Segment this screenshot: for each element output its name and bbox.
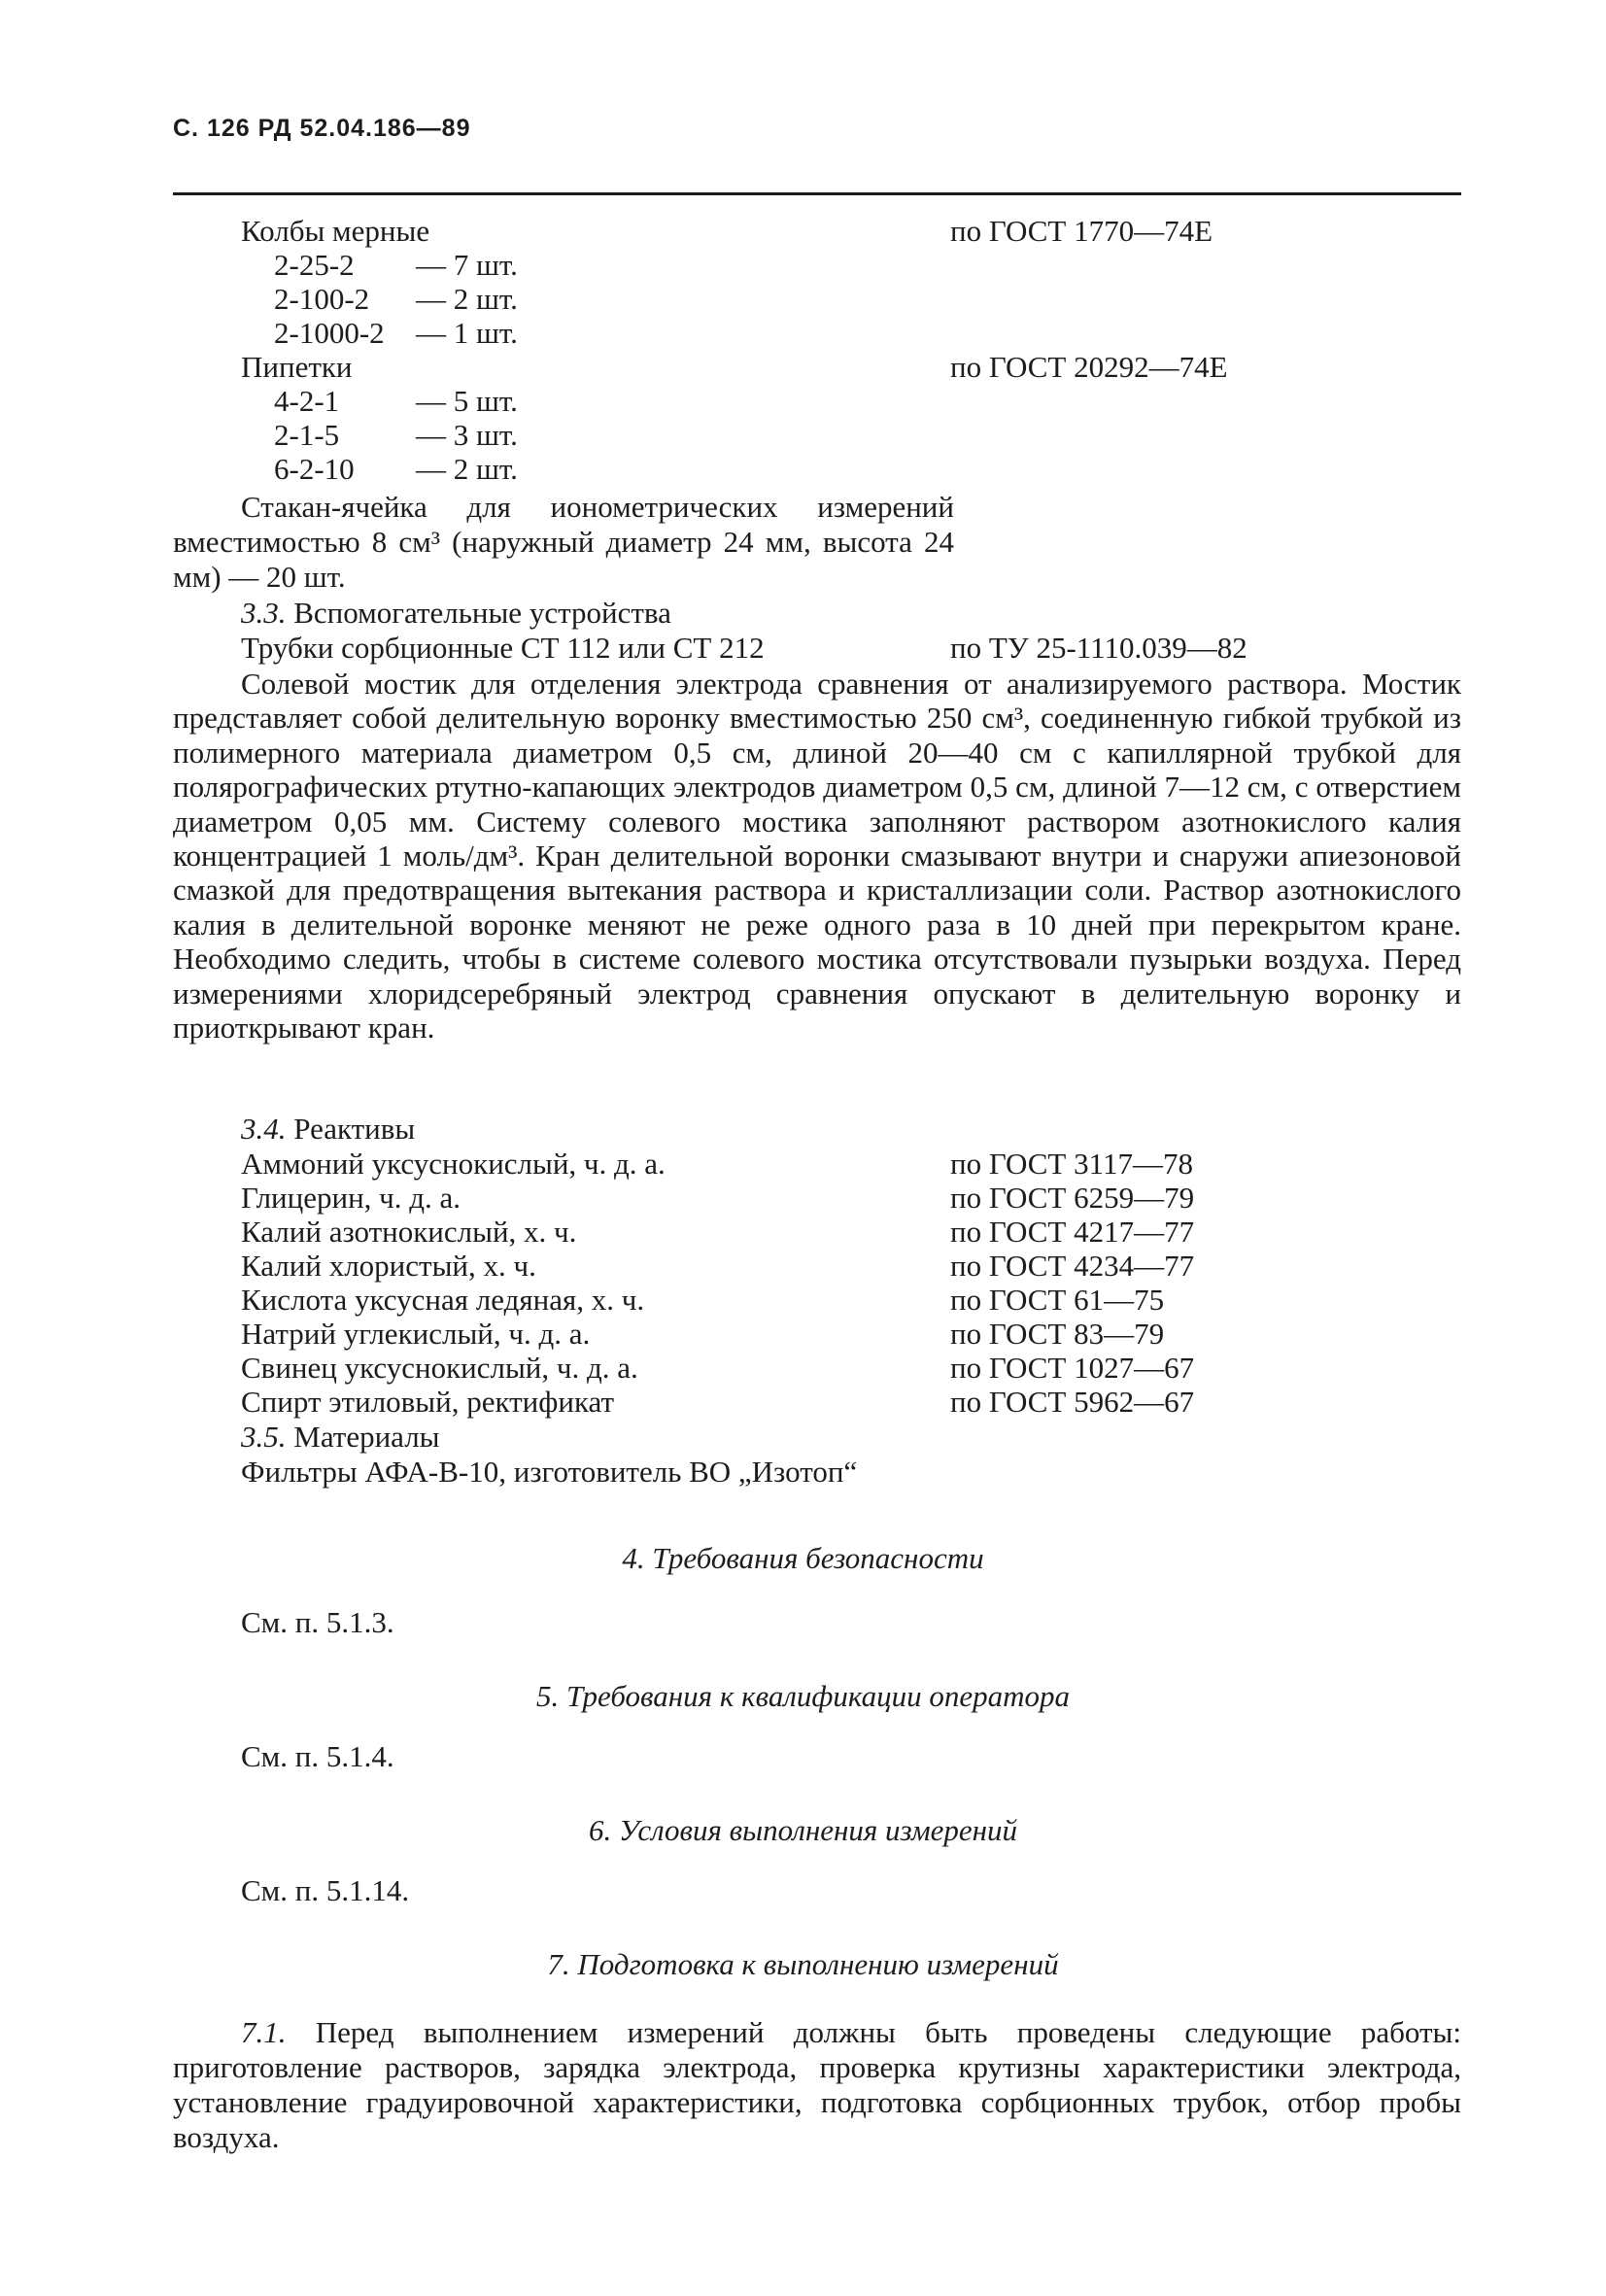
section-heading: 4. Требования безопасности (622, 1541, 984, 1575)
reagent-gost: по ГОСТ 4234—77 (950, 1249, 1195, 1283)
reagent-name: Глицерин, ч. д. а. (241, 1181, 461, 1215)
page-header: С. 126 РД 52.04.186—89 (173, 115, 471, 142)
pipette-code: 4-2-1 (274, 384, 340, 418)
flask-code: 2-1000-2 (274, 316, 385, 350)
reagents-number: 3.4. (241, 1112, 287, 1146)
section-ref: См. п. 5.1.14. (241, 1873, 410, 1907)
tubes-label: Трубки сорбционные СТ 112 или СТ 212 (241, 631, 765, 665)
reagent-gost: по ГОСТ 4217—77 (950, 1215, 1195, 1249)
reagents-title: Реактивы (293, 1112, 416, 1146)
materials-title: Материалы (293, 1420, 440, 1454)
reagent-name: Аммоний уксуснокислый, ч. д. а. (241, 1147, 666, 1181)
bridge-paragraph: Солевой мостик для отделения электрода сравнения от анализируемого раствора. Мостик представляет собой делительную воронку вместимостью 250 см³, соединенную гибкой трубкой из полимерного материала диаметром 0,5 см, длиной 20—40 см с капиллярной трубкой для полярографических ртутно-капающих электродов диаметром 0,5 см, длиной 7—12 см, с отверстием диаметром 0,05 мм. Систему солевого мостика заполняют раствором азотнокислого калия концентрацией 1 моль/дм³. Кран делительной воронки смазывают внутри и снаружи апиезоновой смазкой для предотвращения вытекания раствора и кристаллизации соли. Раствор азотнокислого калия в делительной воронке меняют не реже одного раза в 10 дней при перекрытом кране. Необходимо следить, чтобы в системе солевого мостика отсутствовали пузырьки воздуха. Перед измерениями хлоридсеребряный электрод сравнения опускают в делительную воронку и приоткрывают кран. (173, 667, 1461, 1045)
section-heading: 7. Подготовка к выполнению измерений (547, 1947, 1059, 1981)
pipettes-gost: по ГОСТ 20292—74Е (950, 350, 1228, 384)
flasks-gost: по ГОСТ 1770—74Е (950, 214, 1213, 248)
prep-text: Перед выполнением измерений должны быть проведены следующие работы: приготовление растворов, зарядка электрода, проверка крутизны характеристики электрода, установление градуировочной характеристики, подготовка сорбционных трубок, отбор пробы воздуха. (173, 2015, 1461, 2154)
pipette-qty: — 3 шт. (416, 418, 518, 452)
reagent-gost: по ГОСТ 83—79 (950, 1317, 1165, 1351)
flasks-title: Колбы мерные (241, 214, 430, 248)
aux-heading (241, 597, 671, 630)
pipette-qty: — 2 шт. (416, 452, 518, 486)
reagent-gost: по ГОСТ 6259—79 (950, 1181, 1195, 1215)
tubes-spec: по ТУ 25-1110.039—82 (950, 631, 1247, 665)
prep-paragraph (173, 2015, 1461, 2155)
materials-heading (241, 1421, 440, 1454)
reagent-name: Калий хлористый, х. ч. (241, 1249, 536, 1283)
section-ref: См. п. 5.1.4. (241, 1739, 394, 1773)
header-rule (173, 192, 1461, 195)
flask-qty: — 2 шт. (416, 282, 518, 316)
pipette-code: 6-2-10 (274, 452, 355, 486)
reagent-name: Калий азотнокислый, х. ч. (241, 1215, 577, 1249)
flask-qty: — 7 шт. (416, 248, 518, 282)
section-ref: См. п. 5.1.3. (241, 1605, 394, 1639)
prep-number: 7.1. (241, 2015, 287, 2049)
materials-text: Фильтры АФА-В-10, изготовитель ВО „Изотоп“ (241, 1455, 858, 1489)
materials-number: 3.5. (241, 1420, 287, 1454)
cell-paragraph: Стакан-ячейка для ионометрических измерений вместимостью 8 см³ (наружный диаметр 24 мм, высота 24 мм) — 20 шт. (173, 490, 954, 594)
aux-title: Вспомогательные устройства (293, 596, 671, 630)
section-heading: 6. Условия выполнения измерений (588, 1813, 1018, 1847)
flask-code: 2-25-2 (274, 248, 355, 282)
reagent-gost: по ГОСТ 3117—78 (950, 1147, 1193, 1181)
pipettes-title: Пипетки (241, 350, 353, 384)
flask-qty: — 1 шт. (416, 316, 518, 350)
pipette-qty: — 5 шт. (416, 384, 518, 418)
reagent-gost: по ГОСТ 1027—67 (950, 1351, 1195, 1385)
aux-number: 3.3. (241, 596, 287, 630)
reagent-gost: по ГОСТ 5962—67 (950, 1385, 1195, 1419)
section-heading: 5. Требования к квалификации оператора (536, 1679, 1070, 1713)
reagents-heading (241, 1113, 415, 1146)
reagent-name: Свинец уксуснокислый, ч. д. а. (241, 1351, 638, 1385)
reagent-name: Спирт этиловый, ректификат (241, 1385, 615, 1419)
pipette-code: 2-1-5 (274, 418, 340, 452)
reagent-name: Натрий углекислый, ч. д. а. (241, 1317, 591, 1351)
reagent-gost: по ГОСТ 61—75 (950, 1283, 1165, 1317)
flask-code: 2-100-2 (274, 282, 370, 316)
reagent-name: Кислота уксусная ледяная, х. ч. (241, 1283, 645, 1317)
